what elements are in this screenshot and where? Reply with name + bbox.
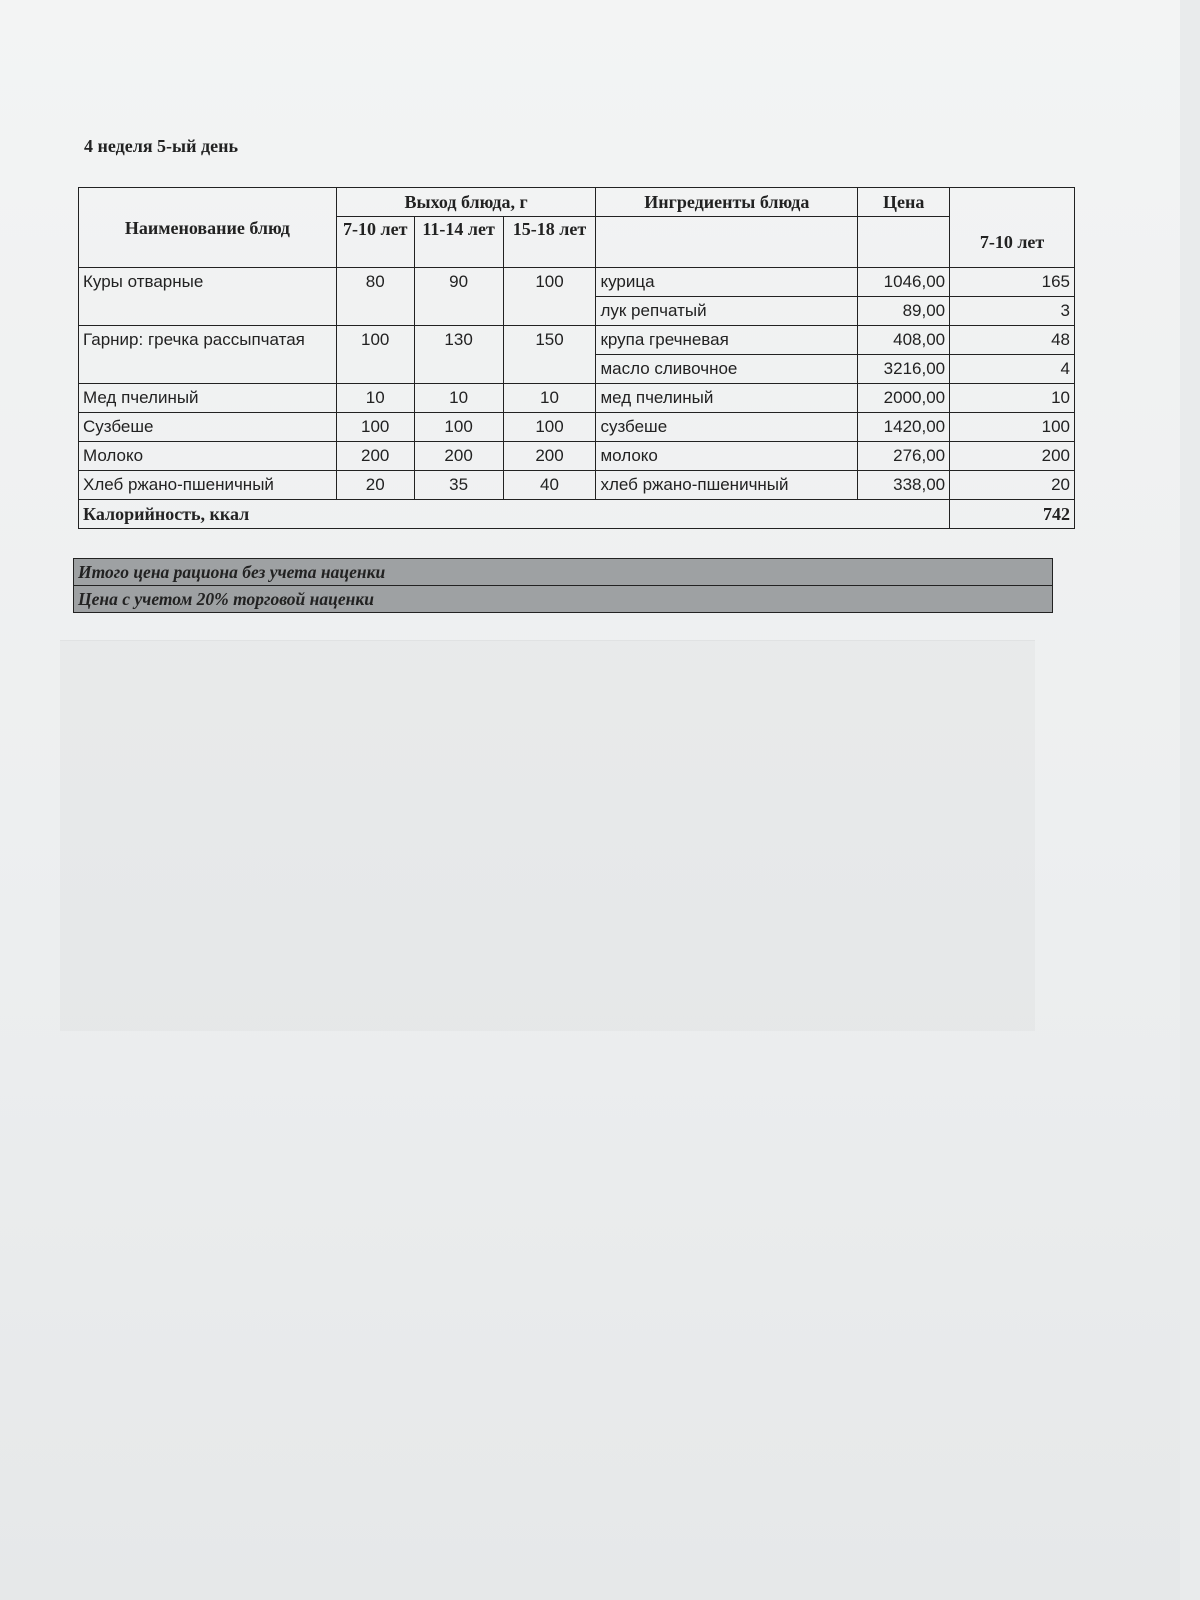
ingredient-name: мед пчелиный bbox=[596, 384, 858, 413]
bleed-through-shadow bbox=[60, 640, 1035, 1031]
table-row bbox=[79, 384, 1075, 413]
yield-7-10: 10 bbox=[336, 384, 414, 413]
table-row bbox=[79, 413, 1075, 442]
ingredient-name: курица bbox=[596, 268, 858, 297]
header-right-age-7-10: 7-10 лет bbox=[950, 217, 1075, 268]
header-price-blank bbox=[858, 217, 950, 268]
ingredient-qty: 20 bbox=[950, 471, 1075, 500]
ingredient-name: сузбеше bbox=[596, 413, 858, 442]
page-title: 4 неделя 5-ый день bbox=[84, 136, 238, 156]
header-ingredients-blank bbox=[596, 217, 858, 268]
header-dish-name: Наименование блюд bbox=[79, 188, 337, 268]
header-age-11-14: 11-14 лет bbox=[414, 217, 503, 268]
ingredient-price: 3216,00 bbox=[858, 355, 950, 384]
ingredient-price: 1046,00 bbox=[858, 268, 950, 297]
ingredient-price: 338,00 bbox=[858, 471, 950, 500]
yield-11-14: 35 bbox=[414, 471, 503, 500]
ingredient-name: масло сливочное bbox=[596, 355, 858, 384]
ingredient-qty: 100 bbox=[950, 413, 1075, 442]
yield-11-14: 90 bbox=[414, 268, 503, 326]
yield-7-10: 200 bbox=[336, 442, 414, 471]
yield-11-14: 130 bbox=[414, 326, 503, 384]
ingredient-qty: 3 bbox=[950, 297, 1075, 326]
ingredient-name: крупа гречневая bbox=[596, 326, 858, 355]
dish-name: Сузбеше bbox=[79, 413, 337, 442]
price-summary-table bbox=[73, 558, 1053, 613]
ingredient-price: 276,00 bbox=[858, 442, 950, 471]
yield-15-18: 150 bbox=[503, 326, 596, 384]
ingredient-name: молоко bbox=[596, 442, 858, 471]
table-row bbox=[79, 471, 1075, 500]
ingredient-price: 89,00 bbox=[858, 297, 950, 326]
ingredient-qty: 4 bbox=[950, 355, 1075, 384]
yield-7-10: 80 bbox=[336, 268, 414, 326]
header-price: Цена bbox=[858, 188, 950, 217]
header-yield: Выход блюда, г bbox=[336, 188, 596, 217]
ingredient-price: 2000,00 bbox=[858, 384, 950, 413]
ingredient-name: лук репчатый bbox=[596, 297, 858, 326]
calorie-label: Калорийность, ккал bbox=[79, 500, 950, 529]
yield-7-10: 100 bbox=[336, 413, 414, 442]
ingredient-price: 1420,00 bbox=[858, 413, 950, 442]
header-age-15-18: 15-18 лет bbox=[503, 217, 596, 268]
ingredient-name: хлеб ржано-пшеничный bbox=[596, 471, 858, 500]
price-without-markup: Итого цена рациона без учета наценки bbox=[74, 559, 1053, 586]
dish-name: Хлеб ржано-пшеничный bbox=[79, 471, 337, 500]
yield-15-18: 10 bbox=[503, 384, 596, 413]
dish-name: Мед пчелиный bbox=[79, 384, 337, 413]
table-row bbox=[79, 326, 1075, 355]
header-age-7-10: 7-10 лет bbox=[336, 217, 414, 268]
menu-table bbox=[78, 187, 1075, 529]
yield-15-18: 100 bbox=[503, 413, 596, 442]
yield-15-18: 200 bbox=[503, 442, 596, 471]
price-with-markup: Цена с учетом 20% торговой наценки bbox=[74, 586, 1053, 613]
yield-15-18: 100 bbox=[503, 268, 596, 326]
table-row bbox=[79, 442, 1075, 471]
ingredient-price: 408,00 bbox=[858, 326, 950, 355]
yield-11-14: 200 bbox=[414, 442, 503, 471]
yield-15-18: 40 bbox=[503, 471, 596, 500]
total-row bbox=[79, 500, 1075, 529]
dish-name: Молоко bbox=[79, 442, 337, 471]
yield-11-14: 10 bbox=[414, 384, 503, 413]
ingredient-qty: 200 bbox=[950, 442, 1075, 471]
dish-name: Куры отварные bbox=[79, 268, 337, 326]
header-ingredients: Ингредиенты блюда bbox=[596, 188, 858, 217]
calorie-value: 742 bbox=[950, 500, 1075, 529]
yield-7-10: 100 bbox=[336, 326, 414, 384]
ingredient-qty: 165 bbox=[950, 268, 1075, 297]
yield-11-14: 100 bbox=[414, 413, 503, 442]
ingredient-qty: 10 bbox=[950, 384, 1075, 413]
dish-name: Гарнир: гречка рассыпчатая bbox=[79, 326, 337, 384]
yield-7-10: 20 bbox=[336, 471, 414, 500]
table-row bbox=[79, 268, 1075, 297]
header-blank bbox=[950, 188, 1075, 217]
ingredient-qty: 48 bbox=[950, 326, 1075, 355]
